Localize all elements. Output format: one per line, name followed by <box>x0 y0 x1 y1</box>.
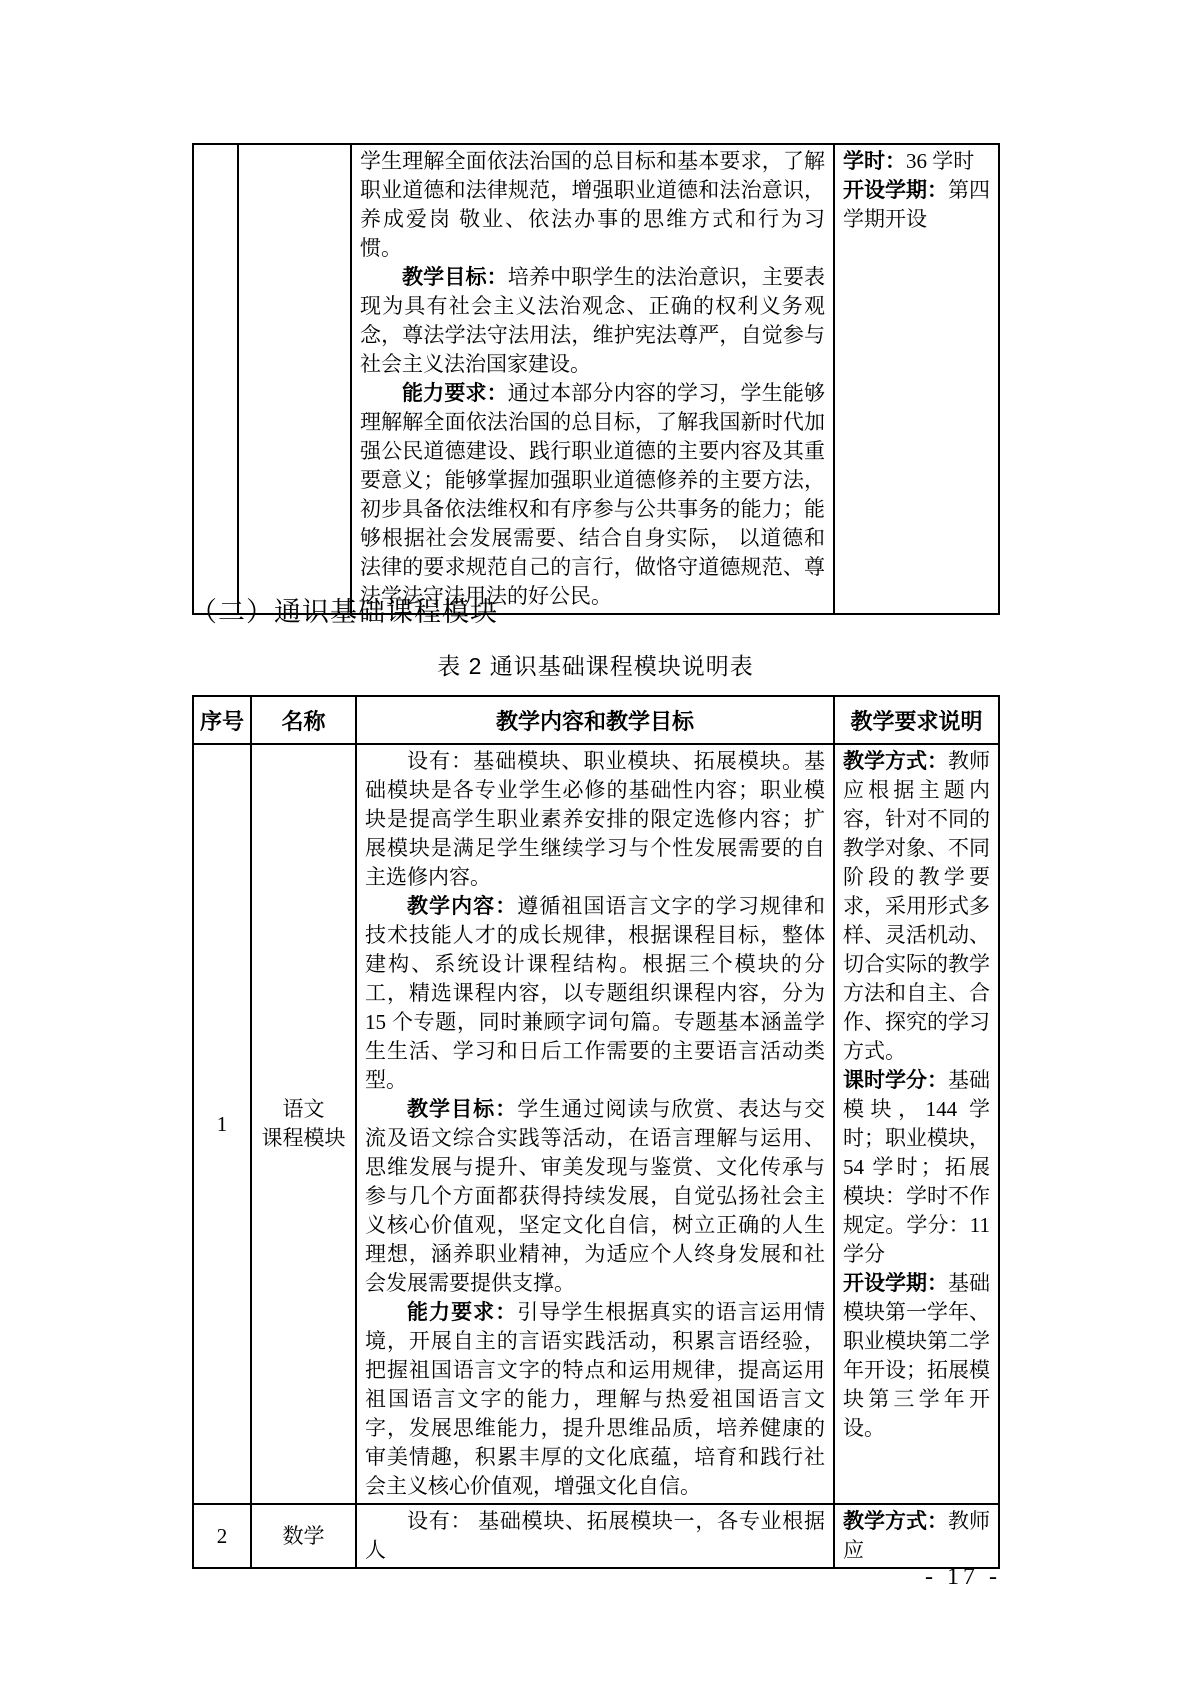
paragraph-label: 教学方式： <box>843 750 948 773</box>
section-heading: （二）通识基础课程模块 <box>190 597 498 627</box>
paragraph: 教学内容：遵循祖国语言文字的学习规律和技术技能人才的成长规律，根据课程目标，整体建构、系统设计课程结构。根据三个模块的分工，精选课程内容，以专题组织课程内容，分为 15 个专题，同时兼顾字词句篇。专题基本涵盖学生生活、学习和日后工作需要的主要语言活动类型。 <box>365 894 826 1092</box>
table2-title: 表 2 通识基础课程模块说明表 <box>437 653 754 679</box>
paragraph-label: 开设学期： <box>843 179 948 202</box>
paragraph: 课时学分：基础模块，144 学时；职业模块，54 学时；拓展模块：学时不作规定。学分：11 学分 <box>843 1068 990 1266</box>
content-cell <box>356 1504 834 1568</box>
paragraph: 教学目标：培养中职学生的法治意识，主要表现为具有社会主义法治观念、正确的权利义务观念，尊法学法守法用法，维护宪法尊严，自觉参与社会主义法治国家建设。 <box>360 265 826 376</box>
name-cell-empty <box>238 144 351 614</box>
table-header-row <box>193 696 999 744</box>
paragraph: 学时：36 学时 <box>843 149 975 173</box>
paragraph: 学生理解全面依法治国的总目标和基本要求，了解职业道德和法律规范，增强职业道德和法治意识，养成爱岗 敬业、依法办事的思维方式和行为习惯。 <box>360 149 825 260</box>
paragraph-label: 学时： <box>843 150 906 173</box>
requirement-cell <box>834 1504 999 1568</box>
page-number: - 17 - <box>925 1564 1001 1590</box>
paragraph-label: 能力要求： <box>407 1301 518 1324</box>
requirement-cell <box>834 144 999 614</box>
table1-continuation <box>192 143 1000 615</box>
paragraph-label: 课时学分： <box>843 1069 948 1092</box>
paragraph-label: 教学方式： <box>843 1510 948 1533</box>
seq-cell: 2 <box>193 1504 251 1568</box>
paragraph: 开设学期：基础模块第一学年、职业模块第二学年开设；拓展模块第三学年开设。 <box>843 1271 990 1440</box>
header-content: 教学内容和教学目标 <box>356 696 834 744</box>
requirement-cell <box>834 744 999 1504</box>
paragraph: 能力要求：引导学生根据真实的语言运用情境，开展自主的言语实践活动，积累言语经验，把握祖国语言文字的特点和运用规律，提高运用祖国语言文字的能力，理解与热爱祖国语言文字，发展思维能力，提升思维品质，培养健康的审美情趣，积累丰厚的文化底蕴，培育和践行社会主义核心价值观，增强文化自信。 <box>365 1300 826 1498</box>
table-row <box>193 144 999 614</box>
course-name-cell: 数学 <box>251 1504 356 1568</box>
paragraph-label: 教学内容： <box>407 895 518 918</box>
paragraph: 设有： 基础模块、拓展模块一，各专业根据人 <box>365 1509 825 1562</box>
content-cell <box>356 744 834 1504</box>
paragraph: 教学方式：教师应 <box>843 1509 990 1562</box>
paragraph: 设有：基础模块、职业模块、拓展模块。基础模块是各专业学生必修的基础性内容；职业模块是提高学生职业素养安排的限定选修内容；扩展模块是满足学生继续学习与个性发展需要的自主选修内容。 <box>365 749 825 889</box>
paragraph-label: 能力要求： <box>402 382 508 405</box>
paragraph-label: 教学目标： <box>407 1098 518 1121</box>
table-row <box>193 744 999 1504</box>
paragraph: 教学方式：教师应根据主题内容，针对不同的教学对象、不同阶段的教学要求，采用形式多样、灵活机动、切合实际的教学方法和自主、合作、探究的学习方式。 <box>843 749 990 1063</box>
paragraph: 开设学期：第四学期开设 <box>843 178 990 231</box>
header-name: 名称 <box>251 696 356 744</box>
seq-cell: 1 <box>193 744 251 1504</box>
course-name-cell: 语文 课程模块 <box>251 744 356 1504</box>
paragraph: 教学目标：学生通过阅读与欣赏、表达与交流及语文综合实践等活动，在语言理解与运用、思维发展与提升、审美发现与鉴赏、文化传承与参与几个方面都获得持续发展，自觉弘扬社会主义核心价值观，坚定文化自信，树立正确的人生理想，涵养职业精神，为适应个人终身发展和社会发展需要提供支撑。 <box>365 1097 826 1295</box>
paragraph-label: 开设学期： <box>843 1272 948 1295</box>
table2 <box>192 695 1000 1569</box>
table-row <box>193 1504 999 1568</box>
seq-cell-empty <box>193 144 238 614</box>
content-cell <box>351 144 834 614</box>
paragraph: 能力要求：通过本部分内容的学习，学生能够理解解全面依法治国的总目标，了解我国新时代加强公民道德建设、践行职业道德的主要内容及其重 要意义；能够掌握加强职业道德修养的主要方法，初步具备依法维权和有序参与公共事务的能力；能够根据社会发展需要、结合自身实际， 以道德和法律的要求规范自己的言行，做恪守道德规范、尊法学法守法用法的好公民。 <box>360 381 826 608</box>
paragraph-label: 教学目标： <box>402 266 508 289</box>
header-seq: 序号 <box>193 696 251 744</box>
header-requirement: 教学要求说明 <box>834 696 999 744</box>
